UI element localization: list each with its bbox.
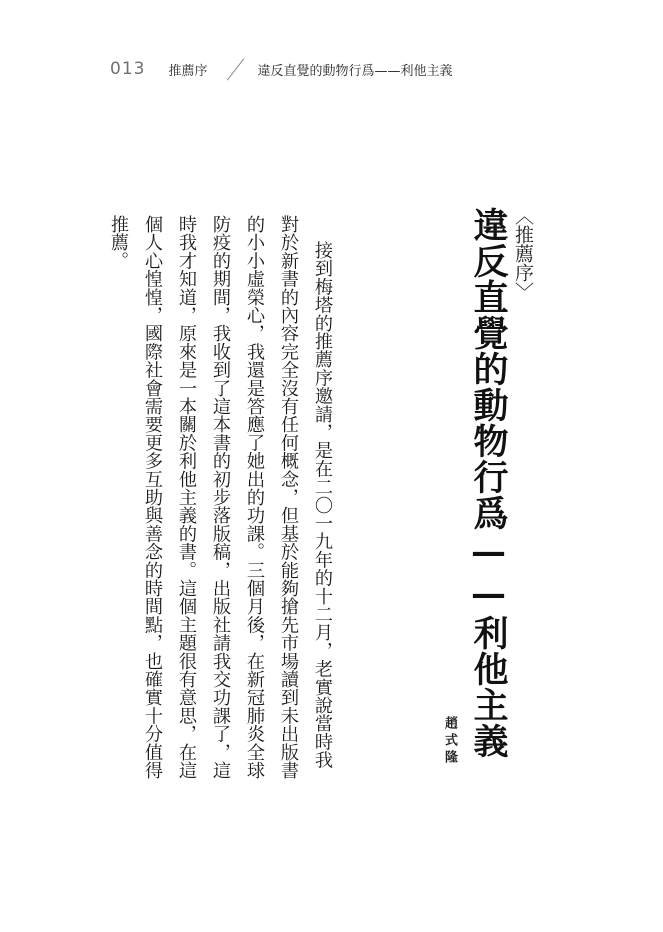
page-number: 013 (110, 59, 146, 79)
header-section-label: 推薦序 (168, 63, 208, 79)
header-chapter-title: 違反直覺的動物行爲——利他主義 (257, 63, 453, 79)
body-line: 的小小虛榮心，我還是答應了她出的功課。三個月後，在新冠肺炎全球 (244, 215, 265, 780)
body-line: 接到梅塔的推薦序邀請，是在二〇一九年的十二月，老實說當時我 (312, 241, 333, 769)
body-line: 防疫的期間，我收到了這本書的初步落版稿，出版社請我交功課了，這 (210, 215, 231, 780)
running-header (110, 57, 452, 81)
body-line: 個人心惶惶，國際社會需要更多互助與善念的時間點，也確實十分值得 (142, 215, 163, 780)
page-title: 違反直覺的動物行爲——利他主義 (468, 207, 509, 759)
body-line: 對於新書的內容完全沒有任何概念，但基於能夠搶先市場讀到未出版書 (278, 215, 299, 780)
body-line: 時我才知道，原來是一本關於利他主義的書。這個主題很有意思，在這 (176, 215, 197, 780)
title-label: 〈推薦序〉 (512, 206, 534, 301)
author-name: 趙式隆 (442, 716, 457, 767)
header-divider-slash (225, 58, 247, 80)
body-line: 推薦。 (108, 215, 129, 270)
